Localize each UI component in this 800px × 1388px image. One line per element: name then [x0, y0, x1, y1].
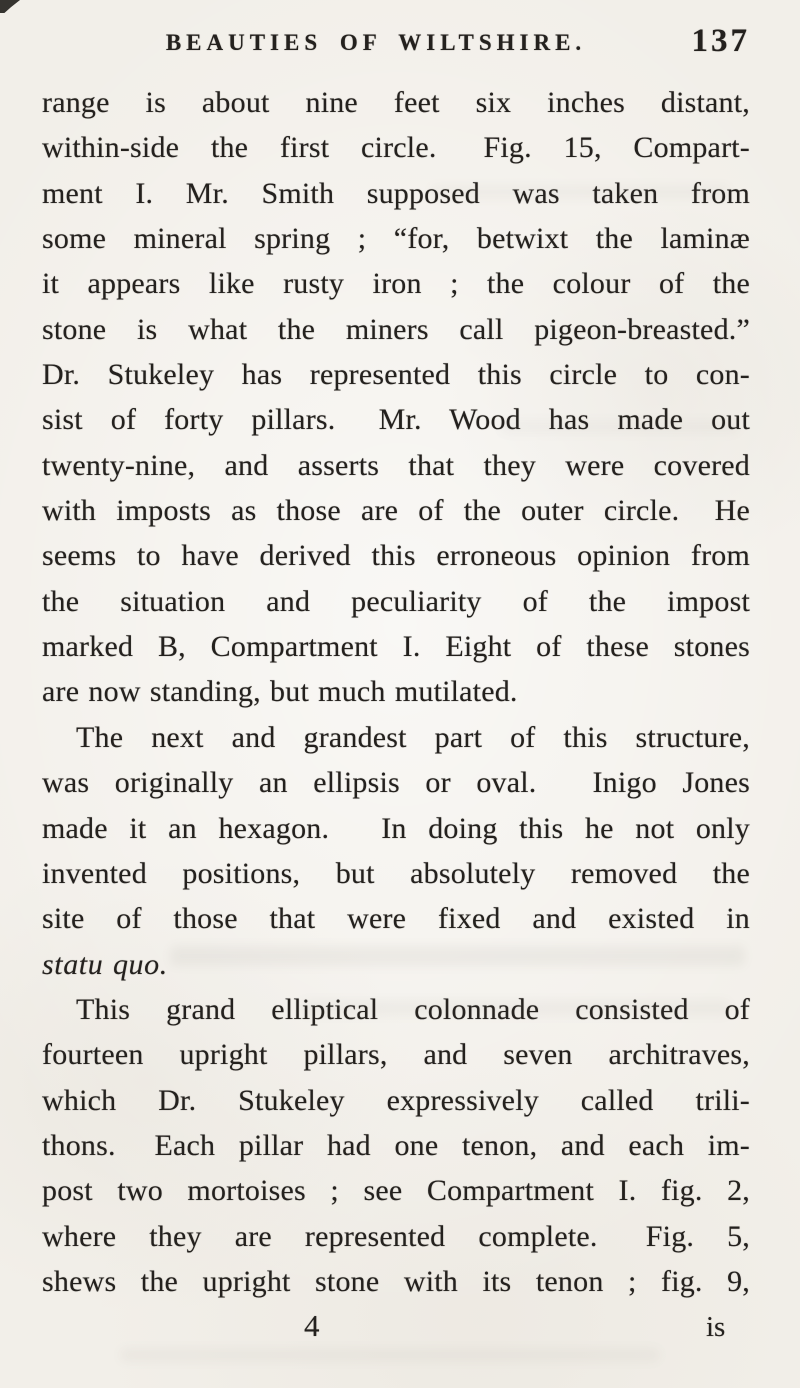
text-line: made it an hexagon. In doing this he not only	[42, 811, 750, 845]
running-title: BEAUTIES OF WILTSHIRE.	[165, 30, 587, 55]
text-line: with imposts as those are of the outer circle. He	[42, 494, 750, 528]
text-line: twenty-nine, and asserts that they were covered	[42, 448, 750, 482]
page-header	[42, 23, 750, 66]
text-line: range is about nine feet six inches distant,	[42, 86, 750, 119]
text-line: shews the upright stone with its tenon ; fig. 9,	[42, 1264, 750, 1298]
text-line: statu quo.	[42, 947, 168, 981]
text-line: the situation and peculiarity of the impost	[42, 584, 750, 618]
text-line: thons. Each pillar had one tenon, and each im-	[42, 1128, 750, 1162]
text-line: invented positions, but absolutely removed the	[42, 856, 750, 890]
text-line: which Dr. Stukeley expressively called trili-	[42, 1083, 750, 1117]
text-line: site of those that were fixed and existed in	[42, 902, 750, 936]
show-through-artifact	[120, 1348, 660, 1362]
text-line: within-side the first circle. Fig. 15, Compart-	[42, 131, 750, 165]
page-number: 137	[691, 23, 750, 59]
text-line: where they are represented complete. Fig. 5,	[42, 1219, 750, 1253]
catchword: is	[706, 1311, 726, 1343]
text-line: was originally an ellipsis or oval. Inigo Jones	[42, 766, 750, 800]
scan-corner-artifact	[0, 0, 20, 13]
text-line: The next and grandest part of this structure,	[76, 720, 750, 754]
text-line: it appears like rusty iron ; the colour of the	[42, 267, 750, 301]
signature-mark: 4	[304, 1308, 320, 1343]
text-line: post two mortoises ; see Compartment I. fig. 2,	[42, 1174, 750, 1208]
text-line: seems to have derived this erroneous opinion from	[42, 539, 750, 573]
text-line: ment I. Mr. Smith supposed was taken from	[42, 176, 750, 210]
text-line: stone is what the miners call pigeon-breasted.”	[42, 312, 750, 346]
text-line: This grand elliptical colonnade consisted of	[76, 992, 750, 1026]
text-line: some mineral spring ; “for, betwixt the laminæ	[42, 222, 750, 256]
text-line: sist of forty pillars. Mr. Wood has made out	[42, 403, 750, 437]
text-line: fourteen upright pillars, and seven architraves,	[42, 1038, 750, 1072]
text-line: are now standing, but much mutilated.	[42, 675, 518, 709]
text-line: Dr. Stukeley has represented this circle to con-	[42, 358, 750, 392]
text-block	[42, 80, 750, 1304]
text-line: marked B, Compartment I. Eight of these stones	[42, 630, 750, 664]
